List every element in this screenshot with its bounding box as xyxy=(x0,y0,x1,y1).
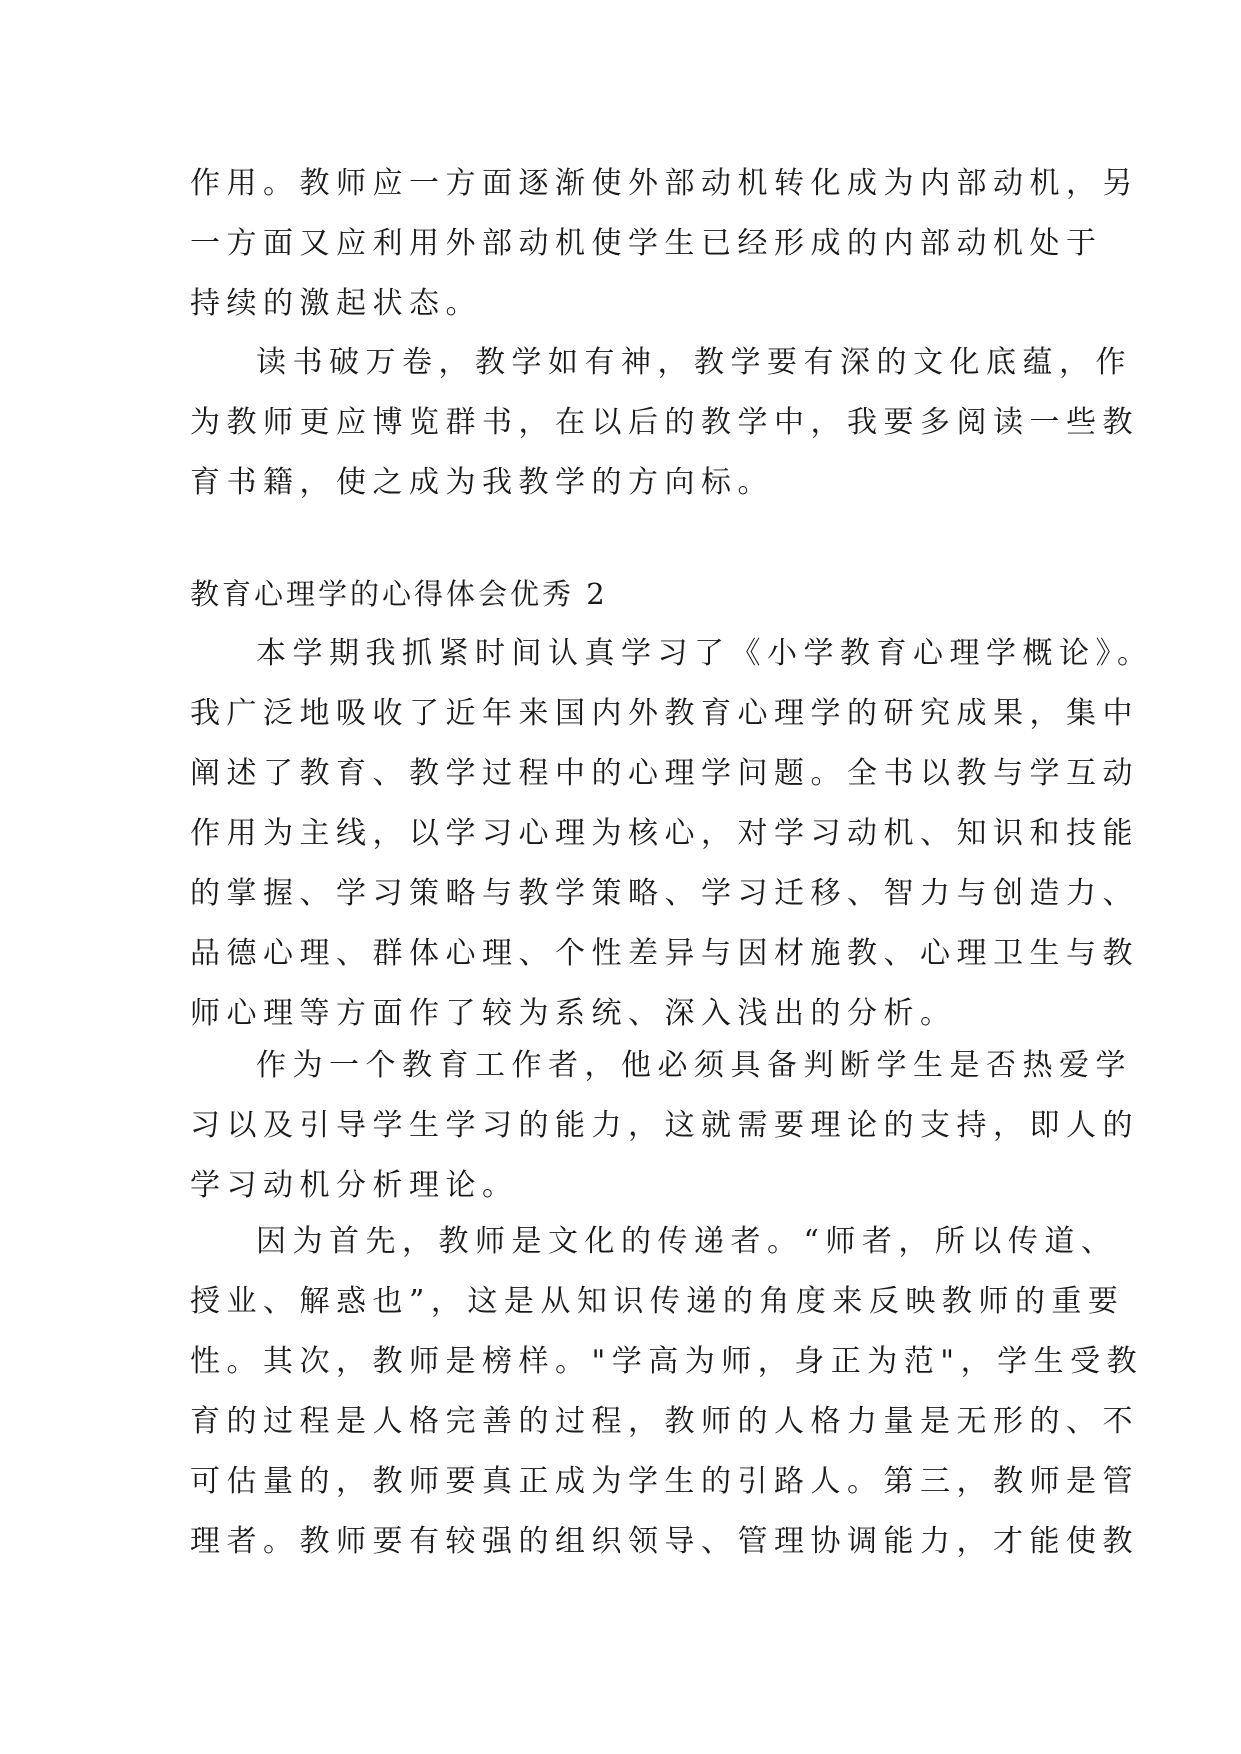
paragraph-line: 的掌握、学习策略与教学策略、学习迁移、智力与创造力、 xyxy=(190,876,1139,911)
paragraph-line: 可估量的，教师要真正成为学生的引路人。第三，教师是管 xyxy=(190,1464,1139,1499)
paragraph-2 xyxy=(190,333,1139,513)
paragraph-line: 因为首先，教师是文化的传递者。“师者，所以传道、 xyxy=(256,1224,1118,1259)
paragraph-line: 本学期我抓紧时间认真学习了《小学教育心理学概论》。 xyxy=(256,636,1154,671)
paragraph-4 xyxy=(190,1036,1139,1216)
paragraph-line: 性。其次，教师是榜样。"学高为师，身正为范"，学生受教 xyxy=(190,1344,1144,1379)
paragraph-line: 育的过程是人格完善的过程，教师的人格力量是无形的、不 xyxy=(190,1404,1139,1439)
paragraph-line: 为教师更应博览群书，在以后的教学中，我要多阅读一些教 xyxy=(190,405,1139,440)
paragraph-line: 理者。教师要有较强的组织领导、管理协调能力，才能使教 xyxy=(190,1524,1139,1559)
paragraph-line: 我广泛地吸收了近年来国内外教育心理学的研究成果，集中 xyxy=(190,696,1139,731)
paragraph-line: 阐述了教育、教学过程中的心理学问题。全书以教与学互动 xyxy=(190,756,1139,791)
section-title: 教育心理学的心得体会优秀 2 xyxy=(190,577,608,611)
paragraph-line: 读书破万卷，教学如有神，教学要有深的文化底蕴，作 xyxy=(256,345,1132,380)
paragraph-3 xyxy=(190,624,1154,1044)
paragraph-line: 习以及引导学生学习的能力，这就需要理论的支持，即人的 xyxy=(190,1108,1139,1143)
paragraph-line: 学习动机分析理论。 xyxy=(190,1168,519,1203)
paragraph-line: 一方面又应利用外部动机使学生已经形成的内部动机处于 xyxy=(190,226,1103,261)
paragraph-line: 作为一个教育工作者，他必须具备判断学生是否热爱学 xyxy=(256,1048,1132,1083)
paragraph-1 xyxy=(190,154,1139,334)
paragraph-line: 品德心理、群体心理、个性差异与因材施教、心理卫生与教 xyxy=(190,936,1139,971)
paragraph-5 xyxy=(190,1212,1144,1572)
paragraph-line: 作用。教师应一方面逐渐使外部动机转化成为内部动机，另 xyxy=(190,166,1139,201)
paragraph-line: 持续的激起状态。 xyxy=(190,286,482,321)
paragraph-line: 师心理等方面作了较为系统、深入浅出的分析。 xyxy=(190,996,957,1031)
section-heading-block xyxy=(190,564,1060,624)
paragraph-line: 授业、解惑也”，这是从知识传递的角度来反映教师的重要 xyxy=(190,1284,1125,1319)
paragraph-line: 育书籍，使之成为我教学的方向标。 xyxy=(190,465,774,500)
paragraph-line: 作用为主线，以学习心理为核心，对学习动机、知识和技能 xyxy=(190,816,1139,851)
